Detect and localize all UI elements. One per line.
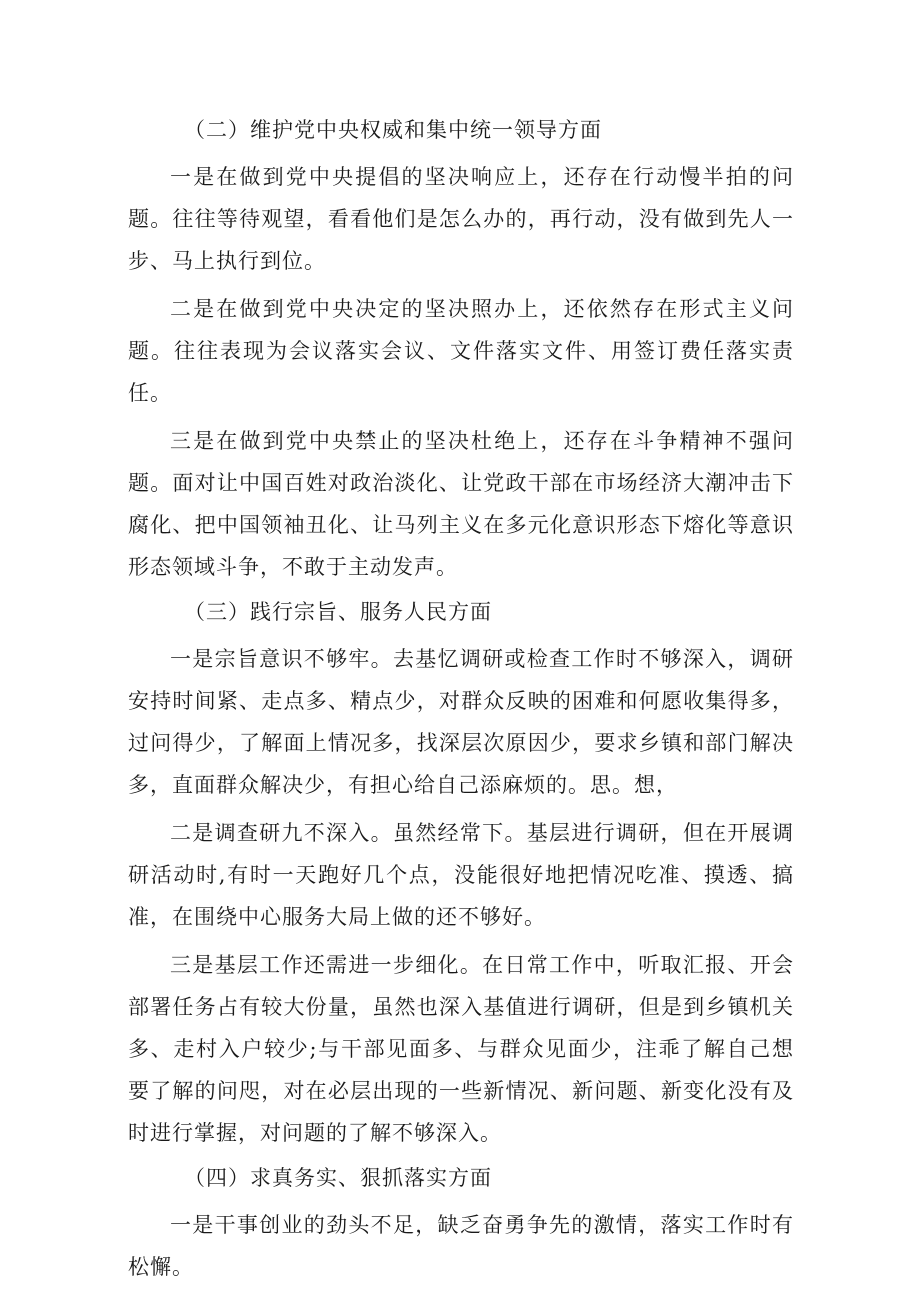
paragraph: 三是在做到党中央禁止的坚决杜绝上，还存在斗争精神不强问题。面对让中国百姓对政治淡化、让党政干部在市场经济大潮冲击下腐化、把中国领袖丑化、让马列主义在多元化意识形态下熔化等意识形态领域斗争，不敢于主动发声。 <box>128 429 794 579</box>
paragraph: 三是基层工作还需进一步细化。在日常工作中，听取汇报、开会部署任务占有较大份量，虽然也深入基值进行调研，但是到乡镇机关多、走村入户较少;与干部见面多、与群众见面少，注乖了解自己想要了解的问咫，对在必层出现的一些新情况、新问题、新变化没有及时进行掌握，对问题的了解不够深入。 <box>128 953 794 1145</box>
paragraph: 二是在做到党中央决定的坚决照办上，还依然存在形式主义问题。往往表现为会议落实会议、文件落实文件、用签订费任落实责任。 <box>128 297 794 405</box>
section-heading-4: （四）求真务实、狠抓落实方面 <box>184 1166 492 1190</box>
paragraph: 一是干事创业的劲头不足，缺乏奋勇争先的激情，落实工作时有松懈。 <box>128 1213 794 1279</box>
paragraph: 二是调查研九不深入。虽然经常下。基层进行调研，但在开展调研活动时,有时一天跑好几个点，没能很好地把情况吃准、摸透、搞准，在围绕中心服务大局上做的还不够好。 <box>128 821 794 929</box>
paragraph: 一是宗旨意识不够牢。去基忆调研或检查工作时不够深入，调研安持时间紧、走点多、精点少，对群众反映的困难和何愿收集得多，过问得少，了解面上情况多，找深层次原因少，要求乡镇和部门解决多，直面群众解决少，有担心给自己添麻烦的。思。想， <box>128 647 794 797</box>
section-heading-2: （二）维护党中央权威和集中统一领导方面 <box>184 118 602 142</box>
section-heading-3: （三）践行宗旨、服务人民方面 <box>184 600 492 624</box>
document-body <box>128 112 794 1294</box>
paragraph: 一是在做到党中央提倡的坚决响应上，还存在行动慢半拍的问题。往往等待观望，看看他们是怎么办的，再行动，没有做到先人一步、马上执行到位。 <box>128 165 794 273</box>
